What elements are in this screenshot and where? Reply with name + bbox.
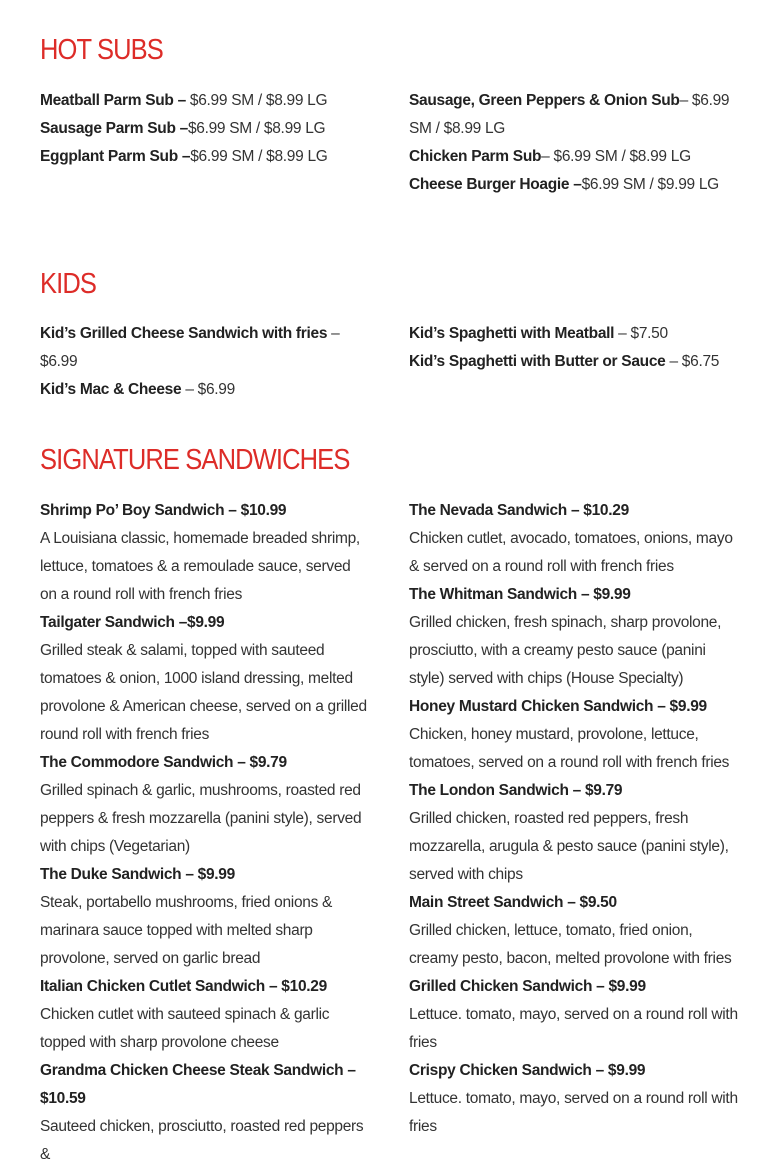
item-price: $6.99 SM / $8.99 LG	[190, 148, 328, 165]
menu-item	[409, 143, 739, 171]
item-name: Chicken Parm Sub	[409, 148, 542, 165]
menu-item	[40, 320, 370, 376]
item-name: Crispy Chicken Sandwich – $9.99	[409, 1062, 646, 1079]
menu-item	[40, 87, 370, 115]
item-description: Chicken cutlet with sauteed spinach & garlic topped with sharp provolone cheese	[40, 1006, 330, 1051]
item-name: The Whitman Sandwich – $9.99	[409, 586, 631, 603]
item-description: Grilled chicken, lettuce, tomato, fried onion, creamy pesto, bacon, melted provolone with fries	[409, 922, 732, 967]
item-price: $6.99 SM / $9.99 LG	[581, 176, 719, 193]
item-description: Lettuce. tomato, mayo, served on a round roll with fries	[409, 1090, 738, 1135]
item-name: Kid’s Mac & Cheese	[40, 381, 182, 398]
menu-item	[409, 87, 739, 143]
item-name: Cheese Burger Hoagie –	[409, 176, 582, 193]
item-price: – $6.99	[40, 325, 340, 370]
item-name: Kid’s Spaghetti with Butter or Sauce	[409, 353, 666, 370]
item-description: Grilled chicken, fresh spinach, sharp provolone, prosciutto, with a creamy pesto sauce (panini style) served with chips (House Specialty)	[409, 614, 722, 687]
item-name: Honey Mustard Chicken Sandwich – $9.99	[409, 698, 707, 715]
item-name: The Duke Sandwich – $9.99	[40, 866, 235, 883]
kids-right-column	[409, 320, 739, 376]
menu-item	[40, 143, 370, 171]
item-price: $6.99 SM / $8.99 LG	[185, 92, 328, 109]
signature-left-column	[40, 497, 370, 1169]
menu-item	[409, 348, 739, 376]
signature-right-column	[409, 497, 739, 1141]
hot-subs-left-column	[40, 87, 370, 171]
signature-section	[40, 444, 740, 1163]
item-description: A Louisiana classic, homemade breaded shrimp, lettuce, tomatoes & a remoulade sauce, served on a round roll with french fries	[40, 530, 360, 603]
item-description: Grilled chicken, roasted red peppers, fresh mozzarella, arugula & pesto sauce (panini style), served with chips	[409, 810, 729, 883]
item-description: Steak, portabello mushrooms, fried onions & marinara sauce topped with melted sharp provolone, served on garlic bread	[40, 894, 333, 967]
kids-left-column	[40, 320, 370, 404]
item-price: – $6.99 SM / $8.99 LG	[541, 148, 691, 165]
item-description: Grilled spinach & garlic, mushrooms, roasted red peppers & fresh mozzarella (panini style), served with chips (Vegetarian)	[40, 782, 362, 855]
item-price: – $6.75	[665, 353, 720, 370]
item-name: Kid’s Spaghetti with Meatball	[409, 325, 615, 342]
item-name: The Commodore Sandwich – $9.79	[40, 754, 287, 771]
item-name: Tailgater Sandwich –$9.99	[40, 614, 225, 631]
item-name: The London Sandwich – $9.79	[409, 782, 623, 799]
hot-subs-right-column	[409, 87, 739, 199]
hot-subs-heading: HOT SUBS	[40, 34, 163, 66]
item-description: Chicken cutlet, avocado, tomatoes, onions, mayo & served on a round roll with french fries	[409, 530, 733, 575]
item-price: $6.99 SM / $8.99 LG	[187, 120, 326, 137]
kids-heading: KIDS	[40, 268, 97, 300]
menu-item	[409, 171, 739, 199]
menu-item	[40, 376, 370, 404]
signature-heading: SIGNATURE SANDWICHES	[40, 444, 350, 476]
hot-subs-section	[40, 34, 740, 193]
item-name: Grandma Chicken Cheese Steak Sandwich – $10.59	[40, 1062, 356, 1107]
menu-item	[409, 320, 739, 348]
item-name: Shrimp Po’ Boy Sandwich – $10.99	[40, 502, 287, 519]
item-description: Grilled steak & salami, topped with sauteed tomatoes & onion, 1000 island dressing, melted provolone & American cheese, served on a grilled round roll with french fries	[40, 642, 367, 743]
item-name: Sausage, Green Peppers & Onion Sub	[409, 92, 680, 109]
item-name: Italian Chicken Cutlet Sandwich – $10.29	[40, 978, 327, 995]
item-name: Sausage Parm Sub –	[40, 120, 188, 137]
item-price: – $7.50	[614, 325, 668, 342]
item-name: Kid’s Grilled Cheese Sandwich with fries	[40, 325, 328, 342]
item-name: Meatball Parm Sub –	[40, 92, 186, 109]
item-name: Grilled Chicken Sandwich – $9.99	[409, 978, 646, 995]
item-description: Chicken, honey mustard, provolone, lettuce, tomatoes, served on a round roll with french fries	[409, 726, 730, 771]
item-description: Lettuce. tomato, mayo, served on a round roll with fries	[409, 1006, 738, 1051]
item-price: – $6.99 SM / $8.99 LG	[409, 92, 730, 137]
menu-item	[40, 115, 370, 143]
item-name: The Nevada Sandwich – $10.29	[409, 502, 629, 519]
item-name: Main Street Sandwich – $9.50	[409, 894, 617, 911]
kids-section	[40, 268, 740, 398]
item-name: Eggplant Parm Sub –	[40, 148, 191, 165]
item-price: – $6.99	[181, 381, 235, 398]
item-description: Sauteed chicken, prosciutto, roasted red peppers &	[40, 1118, 364, 1163]
